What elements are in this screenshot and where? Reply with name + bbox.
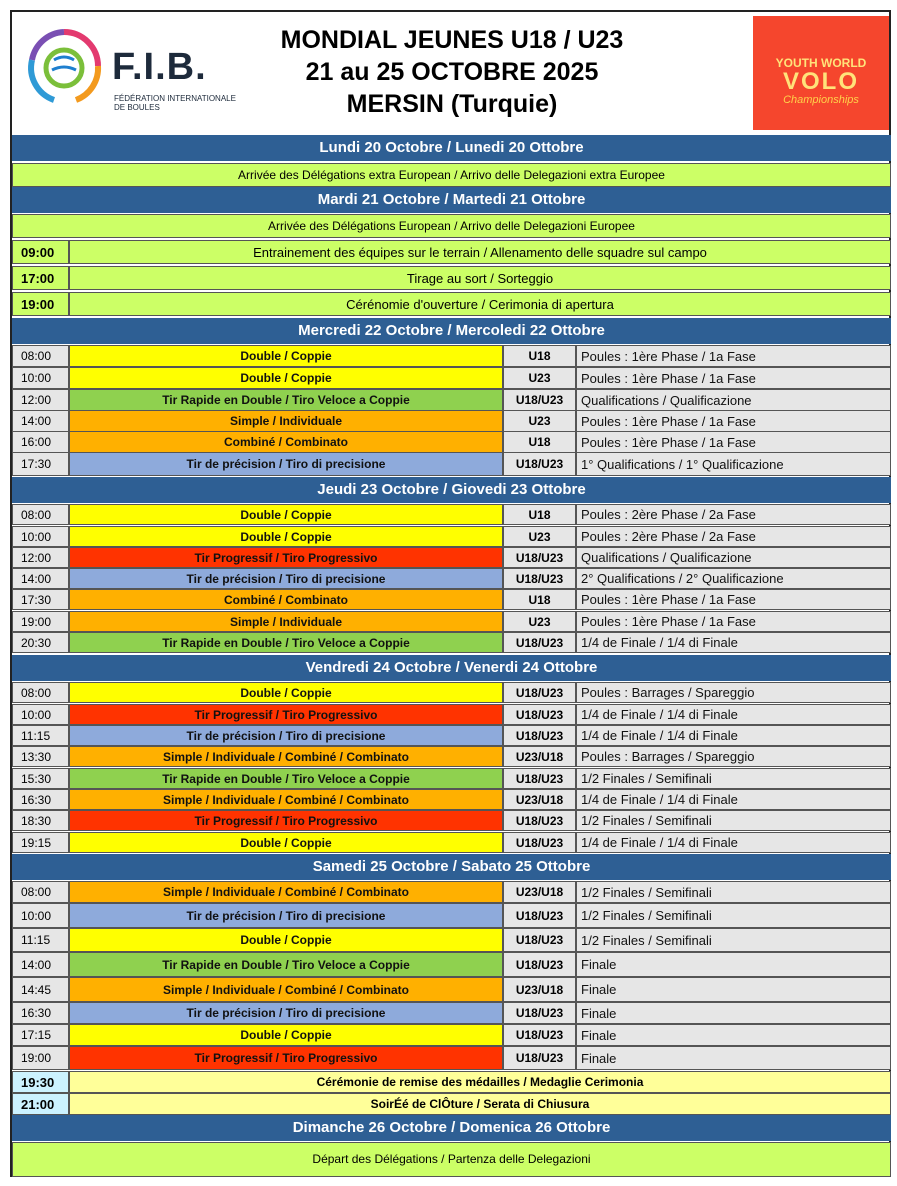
table-row <box>12 568 891 589</box>
event-cell: Cérénomie d'ouverture / Cerimonia di apertura <box>69 292 891 316</box>
event-cell: Simple / Individuale / Combiné / Combinato <box>69 789 503 810</box>
time-cell: 12:00 <box>12 389 69 411</box>
phase-cell: 1/4 de Finale / 1/4 di Finale <box>576 725 891 746</box>
event-cell: Cérémonie de remise des médailles / Medaglie Cerimonia <box>69 1071 891 1093</box>
table-row <box>12 547 891 568</box>
phase-cell: 1° Qualifications / 1° Qualificazione <box>576 452 891 476</box>
time-cell: 10:00 <box>12 526 69 547</box>
event-cell: Tir de précision / Tiro di precisione <box>69 903 503 928</box>
time-cell: 19:00 <box>12 1046 69 1070</box>
event-cell: Simple / Individuale <box>69 611 503 632</box>
category-cell: U18/U23 <box>503 725 576 746</box>
info-row: Arrivée des Délégations European / Arrivo delle Delegazioni Europee <box>12 214 891 238</box>
table-row <box>12 526 891 547</box>
event-cell: Simple / Individuale / Combiné / Combinato <box>69 977 503 1002</box>
time-cell: 17:30 <box>12 589 69 610</box>
phase-cell: Qualifications / Qualificazione <box>576 547 891 568</box>
logo-sub-line-2: DE BOULES <box>114 103 160 112</box>
table-row <box>12 345 891 367</box>
table-row <box>12 952 891 977</box>
time-cell: 08:00 <box>12 682 69 703</box>
category-cell: U18/U23 <box>503 389 576 411</box>
day-header: Samedi 25 Octobre / Sabato 25 Ottobre <box>12 854 891 880</box>
ceremony-row <box>12 1071 891 1093</box>
table-row <box>12 928 891 952</box>
phase-cell: 2° Qualifications / 2° Qualificazione <box>576 568 891 589</box>
event-cell: Double / Coppie <box>69 1024 503 1046</box>
event-cell: Simple / Individuale <box>69 410 503 432</box>
title-line-3: MERSIN (Turquie) <box>346 90 558 118</box>
category-cell: U23/U18 <box>503 977 576 1002</box>
time-cell: 19:15 <box>12 832 69 853</box>
category-cell: U18/U23 <box>503 1024 576 1046</box>
time-cell: 10:00 <box>12 903 69 928</box>
event-cell: Tir de précision / Tiro di precisione <box>69 1002 503 1024</box>
category-cell: U23/U18 <box>503 881 576 903</box>
day-header: Dimanche 26 Octobre / Domenica 26 Ottobre <box>12 1115 891 1141</box>
table-row <box>12 977 891 1002</box>
time-cell: 08:00 <box>12 504 69 525</box>
event-cell: Double / Coppie <box>69 526 503 547</box>
event-cell: Tir Progressif / Tiro Progressivo <box>69 547 503 568</box>
schedule-sheet <box>10 10 891 1177</box>
time-cell: 20:30 <box>12 632 69 653</box>
category-cell: U23 <box>503 526 576 547</box>
time-cell: 10:00 <box>12 367 69 389</box>
phase-cell: 1/2 Finales / Semifinali <box>576 928 891 952</box>
page-title <box>252 24 652 120</box>
phase-cell: 1/2 Finales / Semifinali <box>576 810 891 831</box>
table-row <box>12 452 891 476</box>
phase-cell: 1/4 de Finale / 1/4 di Finale <box>576 632 891 653</box>
category-cell: U23/U18 <box>503 789 576 810</box>
time-cell: 09:00 <box>12 240 69 264</box>
time-cell: 12:00 <box>12 547 69 568</box>
info-row: Départ des Délégations / Partenza delle Delegazioni <box>12 1142 891 1177</box>
event-cell: Double / Coppie <box>69 682 503 703</box>
table-row <box>12 768 891 789</box>
event-cell: Simple / Individuale / Combiné / Combinato <box>69 746 503 767</box>
title-line-1: MONDIAL JEUNES U18 / U23 <box>280 26 624 54</box>
table-row <box>12 810 891 831</box>
table-row <box>12 881 891 903</box>
time-cell: 14:00 <box>12 410 69 432</box>
category-cell: U18 <box>503 345 576 367</box>
title-line-2: 21 au 25 OCTOBRE 2025 <box>305 58 599 86</box>
badge-line-2: VOLO <box>782 68 859 95</box>
time-cell: 11:15 <box>12 928 69 952</box>
event-cell: Tir Progressif / Tiro Progressivo <box>69 704 503 725</box>
category-cell: U18/U23 <box>503 632 576 653</box>
event-cell: Tir Rapide en Double / Tiro Veloce a Coppie <box>69 768 503 789</box>
event-cell: Tir Rapide en Double / Tiro Veloce a Coppie <box>69 389 503 411</box>
phase-cell: 1/2 Finales / Semifinali <box>576 768 891 789</box>
phase-cell: Finale <box>576 1002 891 1024</box>
category-cell: U23 <box>503 410 576 432</box>
time-cell: 08:00 <box>12 881 69 903</box>
table-row <box>12 725 891 746</box>
event-cell: Combiné / Combinato <box>69 431 503 453</box>
phase-cell: Qualifications / Qualificazione <box>576 389 891 411</box>
logo-subtitle <box>114 94 264 112</box>
category-cell: U23 <box>503 367 576 389</box>
table-row <box>12 504 891 525</box>
phase-cell: 1/4 de Finale / 1/4 di Finale <box>576 704 891 725</box>
table-row <box>12 367 891 389</box>
header <box>12 12 889 134</box>
badge-line-1: YOUTH WORLD <box>775 56 867 70</box>
time-cell: 15:30 <box>12 768 69 789</box>
time-cell: 17:30 <box>12 452 69 476</box>
logo-text: F.I.B. <box>112 46 207 88</box>
phase-cell: 1/2 Finales / Semifinali <box>576 881 891 903</box>
table-row <box>12 389 891 411</box>
category-cell: U23 <box>503 611 576 632</box>
day-header: Mardi 21 Octobre / Martedi 21 Ottobre <box>12 187 891 213</box>
category-cell: U18 <box>503 504 576 525</box>
table-row <box>12 1002 891 1024</box>
phase-cell: Poules : 2ère Phase / 2a Fase <box>576 526 891 547</box>
table-row <box>12 903 891 928</box>
category-cell: U18/U23 <box>503 568 576 589</box>
table-row <box>12 746 891 767</box>
category-cell: U18/U23 <box>503 547 576 568</box>
fib-logo <box>24 24 264 124</box>
event-cell: Tir Progressif / Tiro Progressivo <box>69 1046 503 1070</box>
time-cell: 13:30 <box>12 746 69 767</box>
phase-cell: Finale <box>576 952 891 977</box>
event-cell: Tir Rapide en Double / Tiro Veloce a Coppie <box>69 632 503 653</box>
fib-logo-icon <box>24 24 104 114</box>
event-cell: Entrainement des équipes sur le terrain / Allenamento delle squadre sul campo <box>69 240 891 264</box>
category-cell: U18/U23 <box>503 768 576 789</box>
time-cell: 11:15 <box>12 725 69 746</box>
event-cell: Double / Coppie <box>69 504 503 525</box>
category-cell: U18/U23 <box>503 1002 576 1024</box>
category-cell: U18/U23 <box>503 452 576 476</box>
event-cell: Combiné / Combinato <box>69 589 503 610</box>
event-cell: Double / Coppie <box>69 345 503 367</box>
table-row <box>12 632 891 653</box>
table-row <box>12 1046 891 1070</box>
phase-cell: Poules : 1ère Phase / 1a Fase <box>576 611 891 632</box>
phase-cell: Poules : 2ère Phase / 2a Fase <box>576 504 891 525</box>
ceremony-row <box>12 1093 891 1115</box>
table-row <box>12 589 891 610</box>
phase-cell: 1/2 Finales / Semifinali <box>576 903 891 928</box>
phase-cell: Poules : Barrages / Spareggio <box>576 746 891 767</box>
time-cell: 18:30 <box>12 810 69 831</box>
phase-cell: Poules : 1ère Phase / 1a Fase <box>576 589 891 610</box>
time-cell: 16:30 <box>12 1002 69 1024</box>
table-row <box>12 704 891 725</box>
phase-cell: Finale <box>576 1024 891 1046</box>
table-row <box>12 789 891 810</box>
category-cell: U18/U23 <box>503 832 576 853</box>
event-cell: Tir Rapide en Double / Tiro Veloce a Coppie <box>69 952 503 977</box>
logo-sub-line-1: FÉDÉRATION INTERNATIONALE <box>114 94 236 103</box>
phase-cell: Poules : 1ère Phase / 1a Fase <box>576 367 891 389</box>
table-row <box>12 410 891 432</box>
table-row <box>12 1024 891 1046</box>
day-header: Lundi 20 Octobre / Lunedi 20 Ottobre <box>12 135 891 161</box>
time-cell: 17:00 <box>12 266 69 290</box>
phase-cell: Finale <box>576 977 891 1002</box>
badge-line-3: Championships <box>783 94 859 106</box>
time-cell: 08:00 <box>12 345 69 367</box>
phase-cell: 1/4 de Finale / 1/4 di Finale <box>576 832 891 853</box>
activity-row <box>12 266 891 290</box>
event-cell: Tir de précision / Tiro di precisione <box>69 725 503 746</box>
event-cell: Tir Progressif / Tiro Progressivo <box>69 810 503 831</box>
event-cell: Double / Coppie <box>69 928 503 952</box>
phase-cell: Poules : 1ère Phase / 1a Fase <box>576 410 891 432</box>
phase-cell: Poules : 1ère Phase / 1a Fase <box>576 431 891 453</box>
day-header: Vendredi 24 Octobre / Venerdi 24 Ottobre <box>12 655 891 681</box>
event-cell: Tir de précision / Tiro di precisione <box>69 568 503 589</box>
time-cell: 14:00 <box>12 568 69 589</box>
phase-cell: Finale <box>576 1046 891 1070</box>
activity-row <box>12 240 891 264</box>
category-cell: U18/U23 <box>503 704 576 725</box>
category-cell: U18/U23 <box>503 1046 576 1070</box>
table-row <box>12 611 891 632</box>
category-cell: U18/U23 <box>503 810 576 831</box>
time-cell: 16:00 <box>12 431 69 453</box>
category-cell: U18/U23 <box>503 952 576 977</box>
event-cell: Double / Coppie <box>69 832 503 853</box>
phase-cell: Poules : 1ère Phase / 1a Fase <box>576 345 891 367</box>
time-cell: 19:00 <box>12 611 69 632</box>
event-cell: Simple / Individuale / Combiné / Combinato <box>69 881 503 903</box>
category-cell: U18/U23 <box>503 928 576 952</box>
activity-row <box>12 292 891 316</box>
day-header: Jeudi 23 Octobre / Giovedi 23 Ottobre <box>12 477 891 503</box>
time-cell: 16:30 <box>12 789 69 810</box>
category-cell: U18 <box>503 589 576 610</box>
info-row: Arrivée des Délégations extra European / Arrivo delle Delegazioni extra Europee <box>12 163 891 187</box>
category-cell: U18/U23 <box>503 682 576 703</box>
table-row <box>12 832 891 853</box>
event-cell: Tir de précision / Tiro di precisione <box>69 452 503 476</box>
day-header: Mercredi 22 Octobre / Mercoledi 22 Ottobre <box>12 318 891 344</box>
time-cell: 17:15 <box>12 1024 69 1046</box>
time-cell: 19:30 <box>12 1071 69 1093</box>
category-cell: U18 <box>503 431 576 453</box>
time-cell: 21:00 <box>12 1093 69 1115</box>
time-cell: 14:45 <box>12 977 69 1002</box>
event-cell: Tirage au sort / Sorteggio <box>69 266 891 290</box>
phase-cell: 1/4 de Finale / 1/4 di Finale <box>576 789 891 810</box>
phase-cell: Poules : Barrages / Spareggio <box>576 682 891 703</box>
event-badge-logo <box>753 16 889 130</box>
category-cell: U23/U18 <box>503 746 576 767</box>
time-cell: 14:00 <box>12 952 69 977</box>
event-cell: SoirÉé de ClÔture / Serata di Chiusura <box>69 1093 891 1115</box>
time-cell: 19:00 <box>12 292 69 316</box>
table-row <box>12 431 891 453</box>
event-cell: Double / Coppie <box>69 367 503 389</box>
time-cell: 10:00 <box>12 704 69 725</box>
table-row <box>12 682 891 703</box>
category-cell: U18/U23 <box>503 903 576 928</box>
